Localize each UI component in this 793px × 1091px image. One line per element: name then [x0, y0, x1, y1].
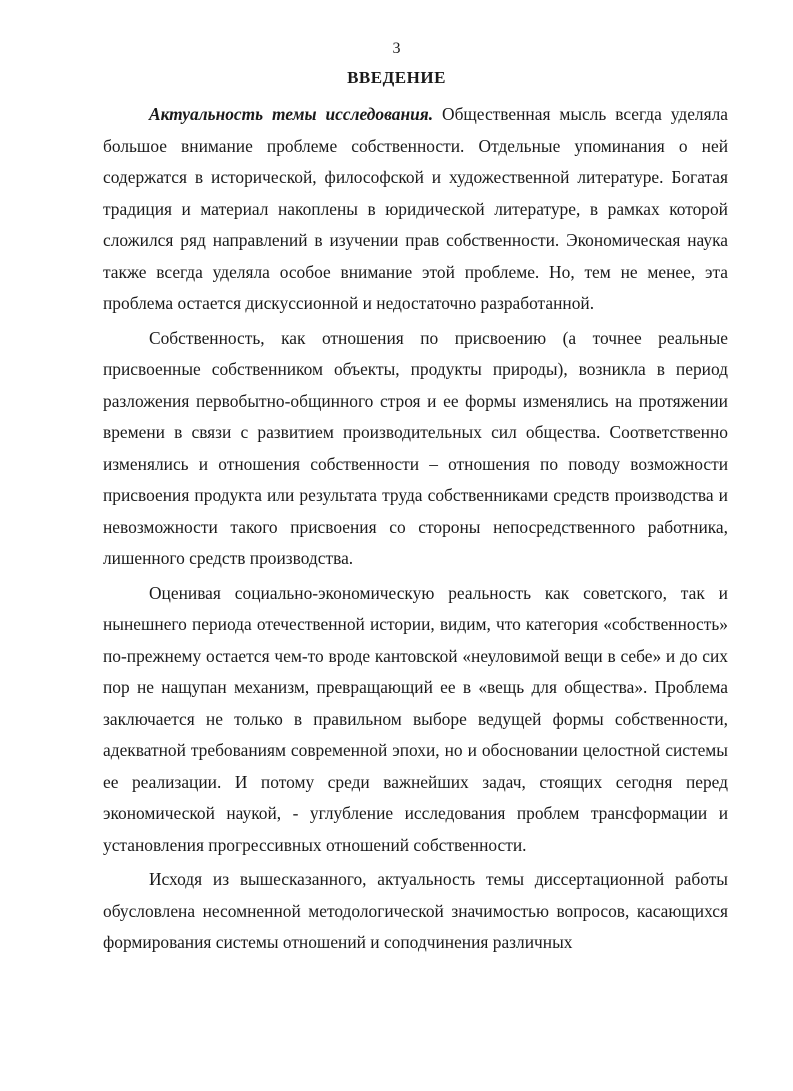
section-title: ВВЕДЕНИЕ [347, 68, 446, 87]
paragraph-1-text: Общественная мысль всегда уделяла большое внимание проблеме собственности. Отдельные упоминания о ней содержатся в исторической, философской и художественной литературе. Богатая традиция и материал накоплены в юридической литературе, в рамках которой сложился ряд направлений в изучении прав собственности. Экономическая наука также всегда уделяла особое внимание этой проблеме. Но, тем не менее, эта проблема остается дискуссионной и недостаточно разработанной. [103, 104, 728, 313]
body-text [103, 99, 728, 959]
page-number: 3 [392, 40, 401, 57]
paragraph-lead-phrase: Актуальность темы исследования. [149, 104, 434, 124]
paragraph-3: Оценивая социально-экономическую реальность как советского, так и нынешнего периода отечественной истории, видим, что категория «собственность» по-прежнему остается чем-то вроде кантовской «неуловимой вещи в себе» и до сих пор не нащупан механизм, превращающий ее в «вещь для общества». Проблема заключается не только в правильном выборе ведущей формы собственности, адекватной требованиям современной эпохи, но и обосновании целостной системы ее реализации. И потому среди важнейших задач, стоящих сегодня перед экономической наукой, - углубление исследования проблем трансформации и установления прогрессивных отношений собственности. [103, 582, 728, 855]
paragraph-4: Исходя из вышесказанного, актуальность темы диссертационной работы обусловлена несомненной методологической значимостью вопросов, касающихся формирования системы отношений и соподчинения различных [103, 869, 728, 952]
paragraph-1 [103, 99, 728, 320]
paragraph-2: Собственность, как отношения по присвоению (а точнее реальные присвоенные собственником объекты, продукты природы), возникла в период разложения первобытно-общинного строя и ее формы изменялись на протяжении времени в связи с развитием производительных сил общества. Соответственно изменялись и отношения собственности – отношения по поводу возможности присвоения продукта или результата труда собственниками средств производства и невозможности такого присвоения со стороны непосредственного работника, лишенного средств производства. [103, 327, 728, 568]
